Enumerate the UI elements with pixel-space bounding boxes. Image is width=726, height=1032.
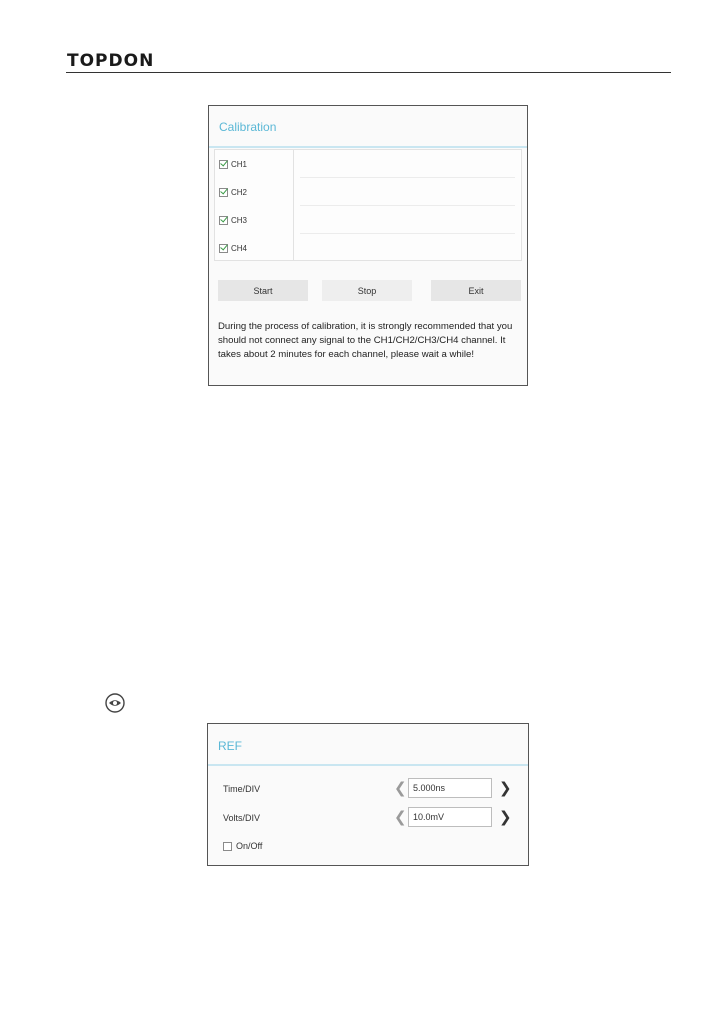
header-divider	[66, 72, 671, 73]
ref-title-divider	[208, 764, 528, 766]
stop-button[interactable]: Stop	[322, 280, 412, 301]
channel-label: CH1	[231, 159, 248, 169]
topdon-logo: TOPDON	[67, 51, 155, 71]
channel-checkbox-ch3[interactable]	[219, 212, 247, 228]
ref-title: REF	[218, 739, 242, 753]
channel-list	[214, 149, 522, 261]
onoff-checkbox[interactable]	[223, 841, 262, 851]
channel-checkbox-ch1[interactable]	[219, 156, 247, 172]
chevron-left-icon[interactable]: ❮	[394, 779, 407, 797]
channel-label: CH4	[231, 243, 248, 253]
time-div-label: Time/DIV	[223, 784, 261, 794]
channel-column-divider	[293, 150, 294, 260]
checkbox-unchecked-icon[interactable]	[223, 842, 232, 851]
exit-button[interactable]: Exit	[431, 280, 521, 301]
channel-checkbox-ch2[interactable]	[219, 184, 247, 200]
chevron-right-icon[interactable]: ❯	[499, 808, 512, 826]
checkbox-checked-icon[interactable]	[219, 188, 228, 197]
time-div-field[interactable]: 5.000ns	[408, 778, 492, 798]
start-button[interactable]: Start	[218, 280, 308, 301]
calibration-title: Calibration	[219, 120, 277, 134]
chevron-left-icon[interactable]: ❮	[394, 808, 407, 826]
channel-checkbox-ch4[interactable]	[219, 240, 247, 256]
channel-row-divider	[300, 177, 515, 178]
channel-label: CH2	[231, 187, 248, 197]
channel-label: CH3	[231, 215, 248, 225]
ref-dialog	[207, 723, 529, 866]
checkbox-checked-icon[interactable]	[219, 216, 228, 225]
volts-div-field[interactable]: 10.0mV	[408, 807, 492, 827]
channel-row-divider	[300, 233, 515, 234]
onoff-label: On/Off	[236, 841, 263, 851]
checkbox-checked-icon[interactable]	[219, 244, 228, 253]
eye-icon	[105, 693, 125, 713]
calibration-dialog	[208, 105, 528, 386]
calibration-title-divider	[209, 146, 527, 148]
channel-row-divider	[300, 205, 515, 206]
volts-div-label: Volts/DIV	[223, 813, 261, 823]
calibration-note: During the process of calibration, it is strongly recommended that you should not connect any signal to the CH1/CH2/CH3/CH4 channel. It takes about 2 minutes for each channel, please wait a while!	[218, 321, 513, 360]
checkbox-checked-icon[interactable]	[219, 160, 228, 169]
chevron-right-icon[interactable]: ❯	[499, 779, 512, 797]
